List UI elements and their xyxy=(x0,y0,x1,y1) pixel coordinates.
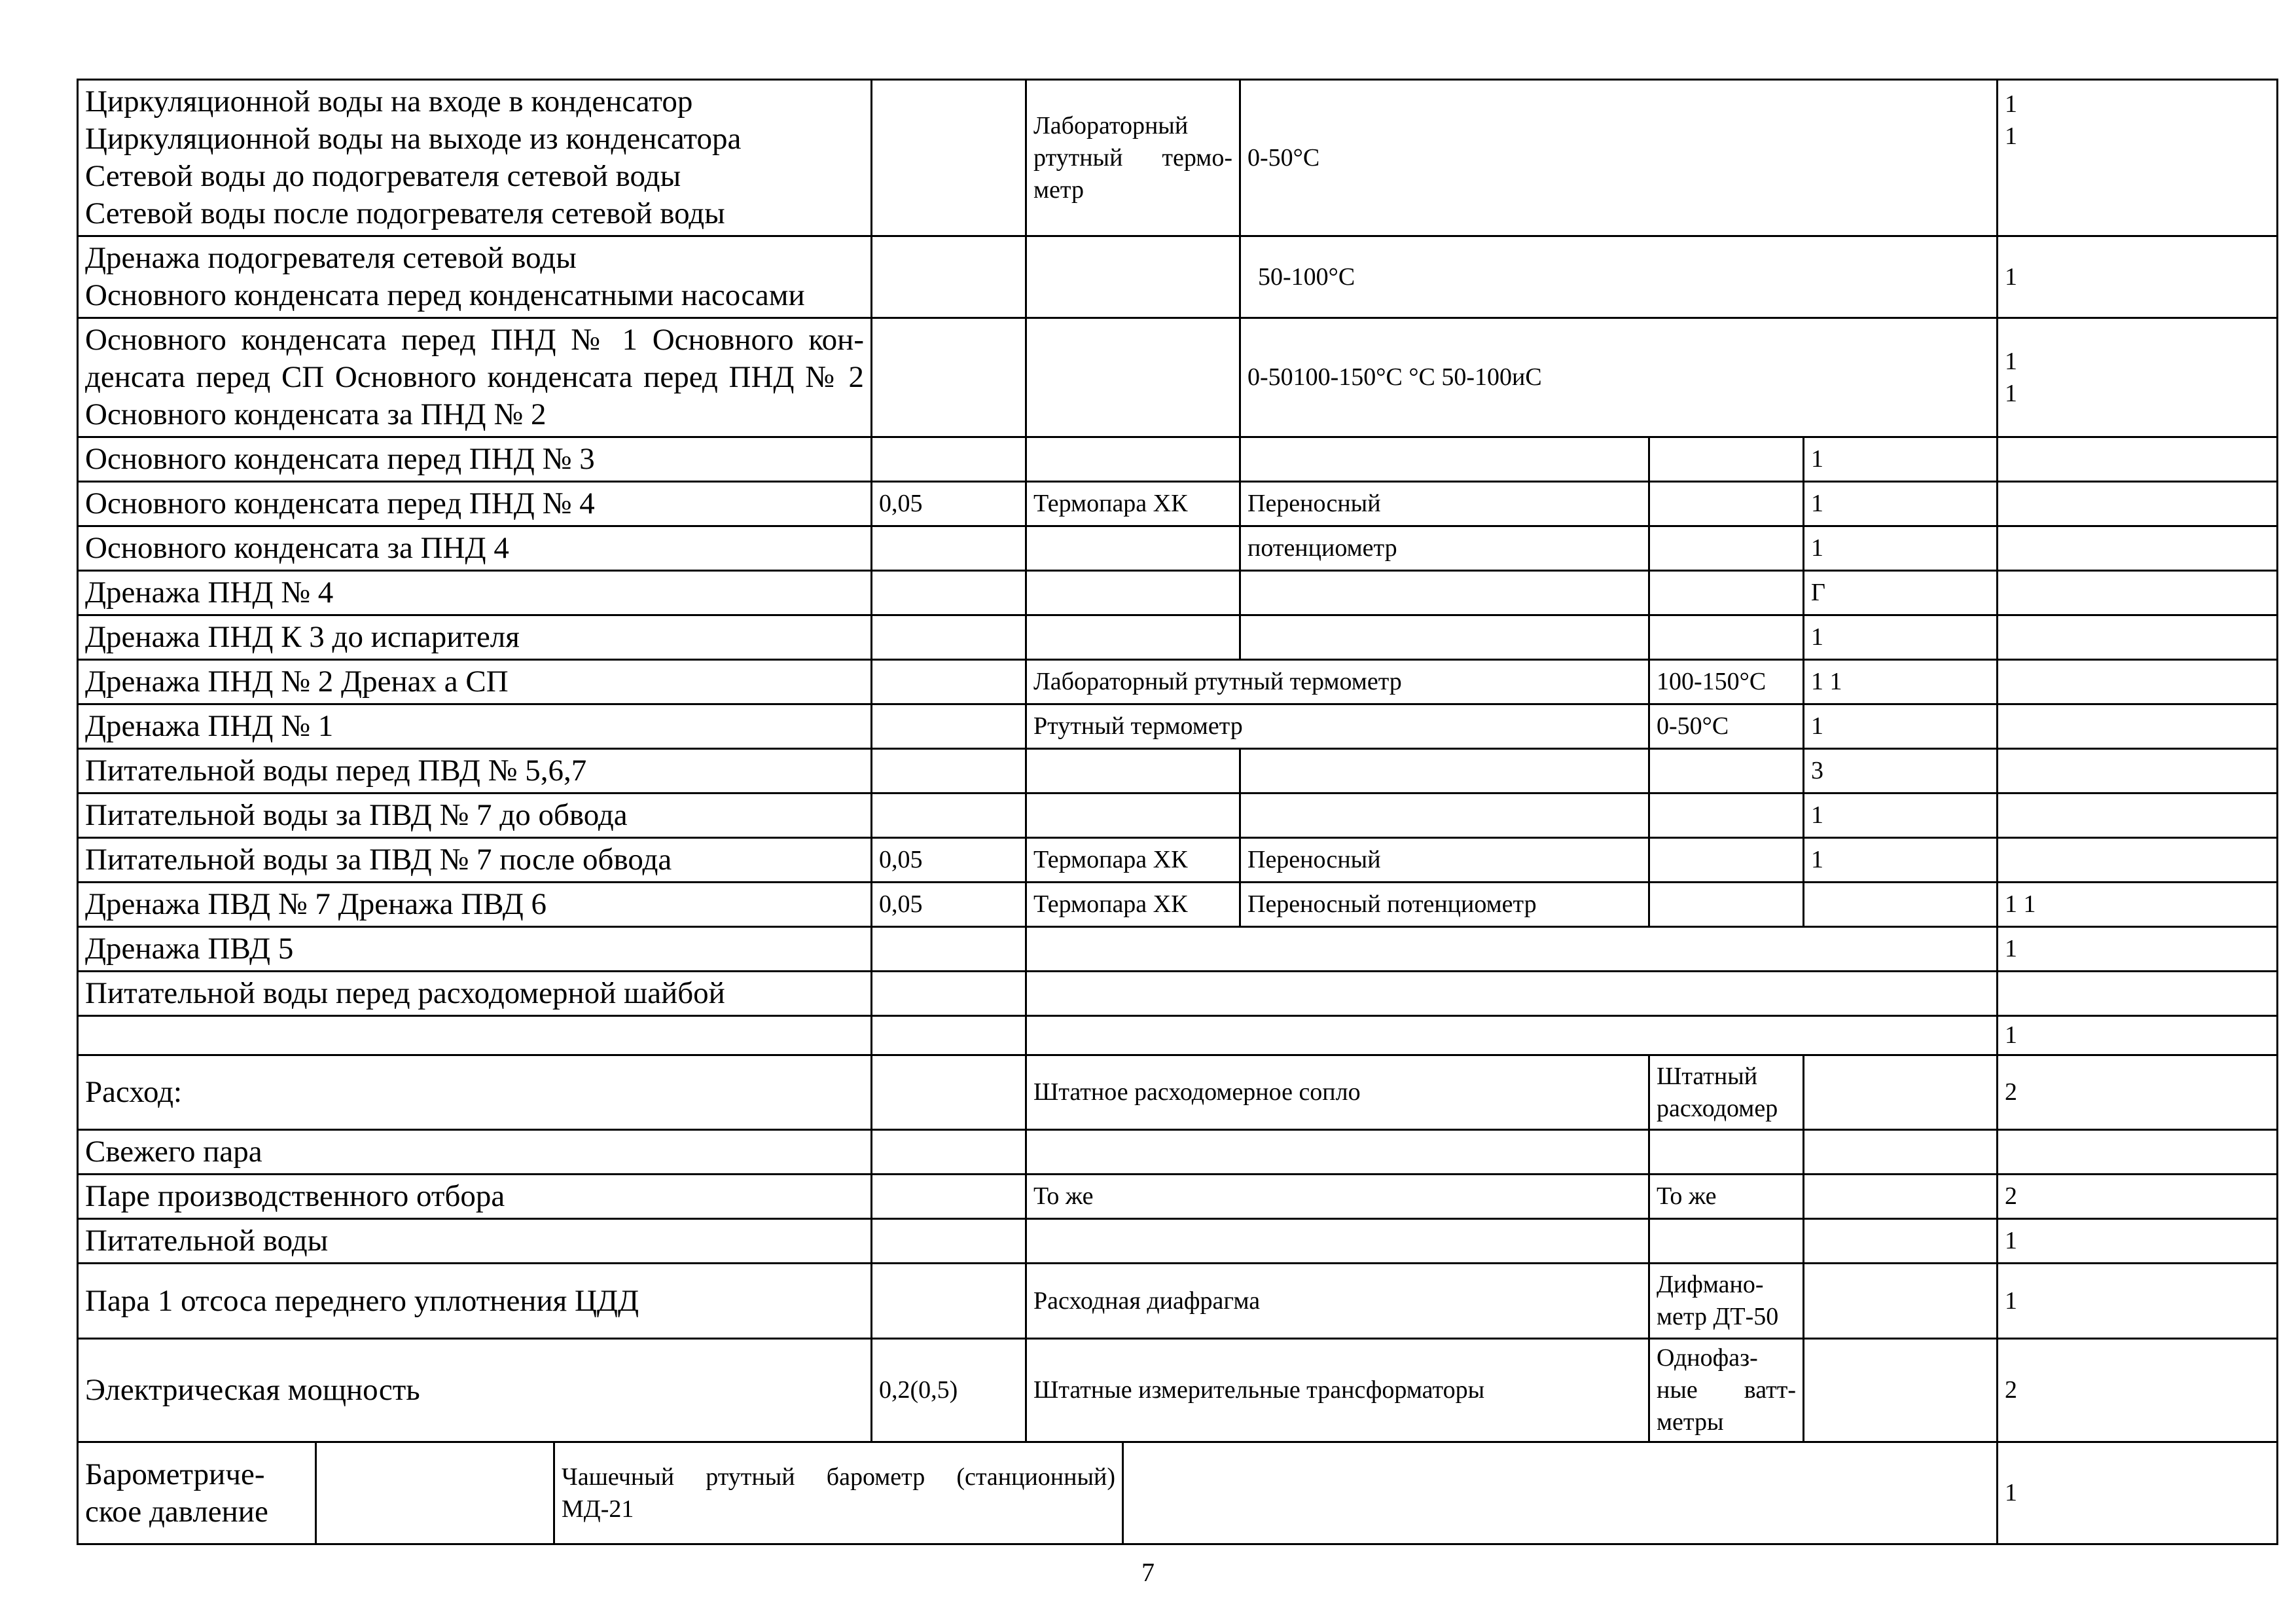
accuracy-cell xyxy=(872,1130,1026,1175)
table-row xyxy=(78,482,2278,526)
quantity-cell: 1 1 xyxy=(1804,660,1998,704)
parameter-cell: Циркуляционной воды на входе в конденсатор Циркуляционной воды на выходе из конденсатора Сетевой воды до подогревателя сетевой воды Сетевой воды после подогревателя сетевой воды xyxy=(78,80,872,236)
parameter-cell: Основного конденсата перед ПНД № 1 Основного кон-денсата перед СП Основного конденсата перед ПНД № 2 Основного конденсата за ПНД № 2 xyxy=(78,318,872,437)
range-cell xyxy=(1649,838,1804,883)
range-cell: 100-150°С xyxy=(1649,660,1804,704)
sensor-cell xyxy=(1026,615,1240,660)
count-cell xyxy=(1998,704,2278,749)
table-row xyxy=(78,1442,2278,1544)
table-row xyxy=(78,793,2278,838)
table-row xyxy=(78,704,2278,749)
accuracy-cell: 0,05 xyxy=(872,482,1026,526)
sensor-cell xyxy=(1026,437,1240,482)
accuracy-cell: 0,05 xyxy=(872,883,1026,927)
range-cell xyxy=(1649,437,1804,482)
accuracy-cell xyxy=(872,660,1026,704)
device-cell xyxy=(1240,571,1649,615)
parameter-cell: Основного конденсата перед ПНД № 4 xyxy=(78,482,872,526)
sensor-cell: Термопара ХК xyxy=(1026,482,1240,526)
merged-cell xyxy=(1026,972,1998,1016)
table-row xyxy=(78,318,2278,437)
device-cell: потенциометр xyxy=(1240,526,1649,571)
quantity-cell xyxy=(1804,1175,1998,1219)
sensor-cell xyxy=(1026,526,1240,571)
quantity-cell: 1 xyxy=(1804,704,1998,749)
measurement-table-page xyxy=(77,79,2276,1545)
instrument-cell xyxy=(1026,1219,1649,1264)
accuracy-cell xyxy=(872,749,1026,793)
accuracy-cell xyxy=(872,972,1026,1016)
instrument-cell xyxy=(1026,318,1240,437)
range-cell xyxy=(1649,571,1804,615)
count-cell: 1 xyxy=(1998,1016,2278,1055)
quantity-cell: 3 xyxy=(1804,749,1998,793)
count-cell xyxy=(1998,437,2278,482)
count-cell: 1 xyxy=(1998,927,2278,972)
instrument-cell: Ртутный термометр xyxy=(1026,704,1649,749)
count-cell xyxy=(1998,482,2278,526)
sensor-cell: Термопара ХК xyxy=(1026,838,1240,883)
sensor-cell: Термопара ХК xyxy=(1026,883,1240,927)
table-row xyxy=(78,927,2278,972)
accuracy-cell xyxy=(872,1016,1026,1055)
quantity-cell xyxy=(1804,1339,1998,1442)
table-row xyxy=(78,80,2278,236)
table-row xyxy=(78,1264,2278,1339)
parameter-cell: Дренажа подогревателя сетевой воды Основного конденсата перед конденсатными насосами xyxy=(78,236,872,318)
device-cell xyxy=(1240,749,1649,793)
table-row xyxy=(78,1219,2278,1264)
parameter-cell: Дренажа ПВД № 7 Дренажа ПВД 6 xyxy=(78,883,872,927)
count-cell: 2 xyxy=(1998,1339,2278,1442)
device-cell: Переносный xyxy=(1240,838,1649,883)
count-cell: 1 xyxy=(1998,1264,2278,1339)
accuracy-cell xyxy=(872,526,1026,571)
count-cell: 1 xyxy=(1998,236,2278,318)
table-row xyxy=(78,1130,2278,1175)
quantity-cell: 1 xyxy=(1804,437,1998,482)
device-cell: Переносный xyxy=(1240,482,1649,526)
accuracy-cell xyxy=(872,927,1026,972)
parameter-cell: Питательной воды перед расходомерной шайбой xyxy=(78,972,872,1016)
table-row xyxy=(78,526,2278,571)
table-row xyxy=(78,883,2278,927)
quantity-cell: 1 xyxy=(1804,838,1998,883)
table-row xyxy=(78,1339,2278,1442)
table-row xyxy=(78,1175,2278,1219)
parameter-cell: Питательной воды за ПВД № 7 до обвода xyxy=(78,793,872,838)
accuracy-cell xyxy=(872,437,1026,482)
parameter-cell: Основного конденсата за ПНД 4 xyxy=(78,526,872,571)
accuracy-cell xyxy=(872,236,1026,318)
count-cell xyxy=(1998,660,2278,704)
parameter-cell xyxy=(78,1016,872,1055)
quantity-cell: 1 xyxy=(1804,615,1998,660)
count-cell xyxy=(1998,793,2278,838)
table-row xyxy=(78,838,2278,883)
table-row xyxy=(78,615,2278,660)
table-row xyxy=(78,236,2278,318)
parameter-cell: Питательной воды за ПВД № 7 после обвода xyxy=(78,838,872,883)
merged-cell xyxy=(1026,1016,1998,1055)
parameter-cell: Дренажа ПНД № 1 xyxy=(78,704,872,749)
count-cell xyxy=(1998,571,2278,615)
quantity-cell xyxy=(1804,1130,1998,1175)
count-cell: 1 xyxy=(1998,1219,2278,1264)
parameter-cell: Свежего пара xyxy=(78,1130,872,1175)
sensor-cell xyxy=(1026,571,1240,615)
count-cell xyxy=(1998,972,2278,1016)
range-cell xyxy=(1649,883,1804,927)
table-row xyxy=(78,749,2278,793)
parameter-cell: Основного конденсата перед ПНД № 3 xyxy=(78,437,872,482)
accuracy-cell: 0,05 xyxy=(872,838,1026,883)
parameter-cell: Пара 1 отсоса переднего уплотнения ЦДД xyxy=(78,1264,872,1339)
range-cell: 50-100°С xyxy=(1240,236,1998,318)
sensor-cell xyxy=(1026,749,1240,793)
device-cell xyxy=(1240,615,1649,660)
device-cell: Дифмано-метр ДТ-50 xyxy=(1649,1264,1804,1339)
accuracy-cell xyxy=(872,1055,1026,1130)
merged-cell xyxy=(1026,927,1998,972)
device-cell xyxy=(1240,437,1649,482)
parameter-cell: Дренажа ПВД 5 xyxy=(78,927,872,972)
quantity-cell: 1 xyxy=(1804,526,1998,571)
quantity-cell: 1 xyxy=(1804,482,1998,526)
quantity-cell xyxy=(1804,1219,1998,1264)
instrument-cell: Чашечный ртутный барометр (станционный) МД-21 xyxy=(554,1442,1123,1544)
count-cell: 1 xyxy=(1998,1442,2278,1544)
parameter-cell: Паре производственного отбора xyxy=(78,1175,872,1219)
instrument-cell xyxy=(1026,236,1240,318)
parameter-cell: Дренажа ПНД № 2 Дренах а СП xyxy=(78,660,872,704)
quantity-cell: 1 xyxy=(1804,793,1998,838)
instrument-cell: Штатные измерительные трансформаторы xyxy=(1026,1339,1649,1442)
table-row xyxy=(78,437,2278,482)
count-cell xyxy=(1998,615,2278,660)
quantity-cell xyxy=(1804,883,1998,927)
accuracy-cell xyxy=(872,80,1026,236)
device-cell: Переносный потенциометр xyxy=(1240,883,1649,927)
accuracy-cell xyxy=(872,1264,1026,1339)
count-cell xyxy=(1998,1130,2278,1175)
sensor-cell xyxy=(1026,793,1240,838)
accuracy-cell xyxy=(316,1442,554,1544)
count-cell: 1 1 xyxy=(1998,80,2278,236)
accuracy-cell: 0,2(0,5) xyxy=(872,1339,1026,1442)
count-cell: 1 1 xyxy=(1998,318,2278,437)
table-row xyxy=(78,1055,2278,1130)
range-cell xyxy=(1649,615,1804,660)
range-cell: 0-50100-150°С °С 50-100иС xyxy=(1240,318,1998,437)
device-cell xyxy=(1240,793,1649,838)
table-row xyxy=(78,571,2278,615)
count-cell: 1 1 xyxy=(1998,883,2278,927)
quantity-cell: Г xyxy=(1804,571,1998,615)
instrument-cell: Лабораторный ртутный термо-метр xyxy=(1026,80,1240,236)
barometer-table xyxy=(77,1441,2278,1545)
parameter-cell: Питательной воды xyxy=(78,1219,872,1264)
instrument-cell: То же xyxy=(1026,1175,1649,1219)
page-number: 7 xyxy=(1141,1558,1155,1587)
range-cell xyxy=(1649,482,1804,526)
parameter-cell: Расход: xyxy=(78,1055,872,1130)
table-row xyxy=(78,1016,2278,1055)
count-cell: 2 xyxy=(1998,1055,2278,1130)
range-cell xyxy=(1649,793,1804,838)
instrument-cell xyxy=(1026,1130,1649,1175)
range-cell xyxy=(1649,749,1804,793)
count-cell xyxy=(1998,838,2278,883)
accuracy-cell xyxy=(872,571,1026,615)
count-cell: 2 xyxy=(1998,1175,2278,1219)
parameter-cell: Дренажа ПНД № 4 xyxy=(78,571,872,615)
count-cell xyxy=(1998,749,2278,793)
quantity-cell xyxy=(1804,1264,1998,1339)
range-cell: 0-50°С xyxy=(1240,80,1998,236)
device-cell xyxy=(1649,1130,1804,1175)
range-cell xyxy=(1649,526,1804,571)
range-cell: 0-50°С xyxy=(1649,704,1804,749)
count-cell xyxy=(1998,526,2278,571)
device-cell: Штатный расходомер xyxy=(1649,1055,1804,1130)
device-cell xyxy=(1649,1219,1804,1264)
measurement-table xyxy=(77,79,2278,1443)
instrument-cell: Лабораторный ртутный термометр xyxy=(1026,660,1649,704)
accuracy-cell xyxy=(872,793,1026,838)
merged-cell xyxy=(1123,1442,1998,1544)
accuracy-cell xyxy=(872,1219,1026,1264)
parameter-cell: Дренажа ПНД К 3 до испарителя xyxy=(78,615,872,660)
table-row xyxy=(78,660,2278,704)
quantity-cell xyxy=(1804,1055,1998,1130)
parameter-cell: Барометриче-ское давление xyxy=(78,1442,316,1544)
device-cell: Однофаз-ные ватт-метры xyxy=(1649,1339,1804,1442)
parameter-cell: Электрическая мощность xyxy=(78,1339,872,1442)
table-row xyxy=(78,972,2278,1016)
instrument-cell: Расходная диафрагма xyxy=(1026,1264,1649,1339)
accuracy-cell xyxy=(872,704,1026,749)
accuracy-cell xyxy=(872,318,1026,437)
instrument-cell: Штатное расходомерное сопло xyxy=(1026,1055,1649,1130)
parameter-cell: Питательной воды перед ПВД № 5,6,7 xyxy=(78,749,872,793)
accuracy-cell xyxy=(872,1175,1026,1219)
accuracy-cell xyxy=(872,615,1026,660)
device-cell: То же xyxy=(1649,1175,1804,1219)
